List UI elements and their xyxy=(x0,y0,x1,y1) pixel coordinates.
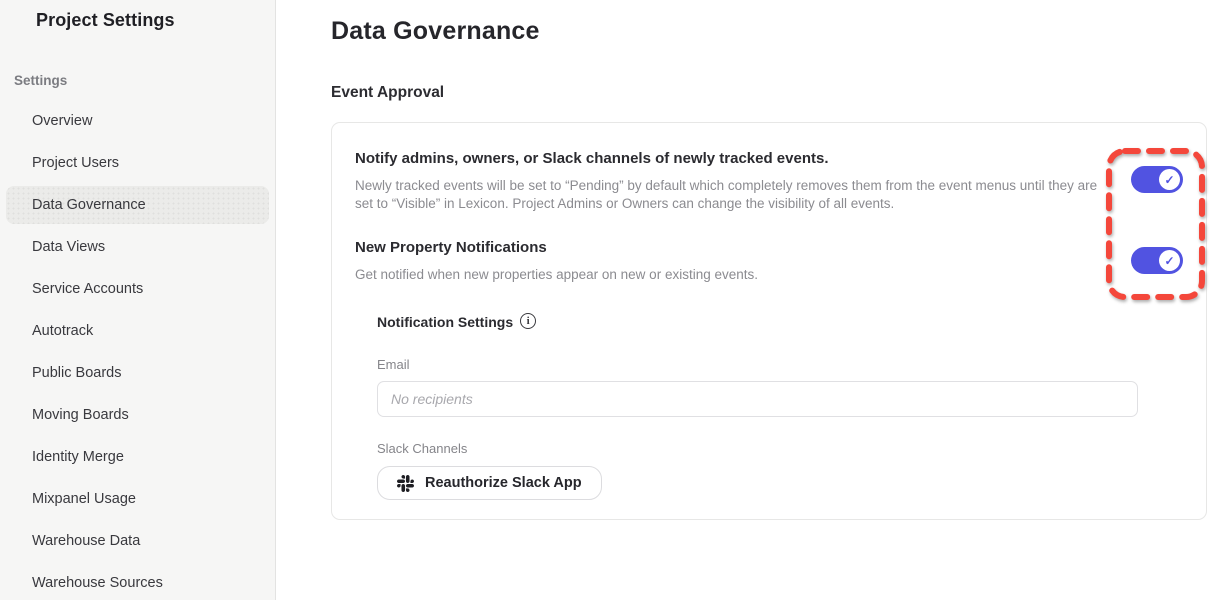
page-title: Data Governance xyxy=(331,17,540,45)
event-approval-card xyxy=(331,122,1207,520)
notification-settings-title: Notification Settings xyxy=(377,314,514,330)
notification-settings-header xyxy=(377,314,1206,330)
email-label: Email xyxy=(377,357,410,372)
sidebar-item-project-users[interactable]: Project Users xyxy=(32,155,120,171)
sidebar-item-identity-merge[interactable]: Identity Merge xyxy=(32,449,124,465)
slack-icon xyxy=(397,475,414,492)
sidebar-item-data-governance[interactable]: Data Governance xyxy=(6,186,269,224)
sidebar-item-data-views[interactable]: Data Views xyxy=(32,239,106,255)
sidebar-item-mixpanel-usage[interactable]: Mixpanel Usage xyxy=(32,491,136,507)
card-content xyxy=(332,123,1206,522)
sidebar-item-overview[interactable]: Overview xyxy=(32,113,93,129)
event-approval-setting-description: Newly tracked events will be set to “Pending” by default which completely removes them from the event menus until they are set to “Visible” in Lexicon. Project Admins or Owners can change the visibility of all events. xyxy=(355,178,1098,211)
event-approval-setting-title: Notify admins, owners, or Slack channels of newly tracked events. xyxy=(355,150,829,167)
sidebar xyxy=(0,0,276,600)
sidebar-item-service-accounts[interactable]: Service Accounts xyxy=(32,281,144,297)
section-title-event-approval: Event Approval xyxy=(331,84,445,101)
sidebar-item-autotrack[interactable]: Autotrack xyxy=(32,323,94,339)
slack-channels-label: Slack Channels xyxy=(377,441,468,456)
toggle-check-icon: ✓ xyxy=(1159,250,1180,271)
toggle-check-icon: ✓ xyxy=(1159,169,1180,190)
new-property-notifications-title: New Property Notifications xyxy=(355,239,547,256)
notification-settings-block xyxy=(377,314,1206,500)
sidebar-item-moving-boards[interactable]: Moving Boards xyxy=(32,407,129,423)
email-recipients-input[interactable] xyxy=(377,381,1138,417)
sidebar-section-label: Settings xyxy=(14,73,68,88)
event-approval-toggle[interactable] xyxy=(1131,166,1183,193)
sidebar-nav xyxy=(0,102,275,600)
new-property-notifications-description: Get notified when new properties appear on new or existing events. xyxy=(355,267,758,282)
sidebar-item-warehouse-data[interactable]: Warehouse Data xyxy=(32,533,141,549)
sidebar-item-public-boards[interactable]: Public Boards xyxy=(32,365,122,381)
info-icon[interactable]: i xyxy=(520,313,536,329)
main-content xyxy=(276,0,1217,600)
sidebar-title: Project Settings xyxy=(36,10,175,30)
reauthorize-slack-button-label: Reauthorize Slack App xyxy=(425,475,582,491)
new-property-notifications-toggle[interactable] xyxy=(1131,247,1183,274)
sidebar-item-warehouse-sources[interactable]: Warehouse Sources xyxy=(32,575,163,591)
reauthorize-slack-button[interactable] xyxy=(377,466,602,500)
